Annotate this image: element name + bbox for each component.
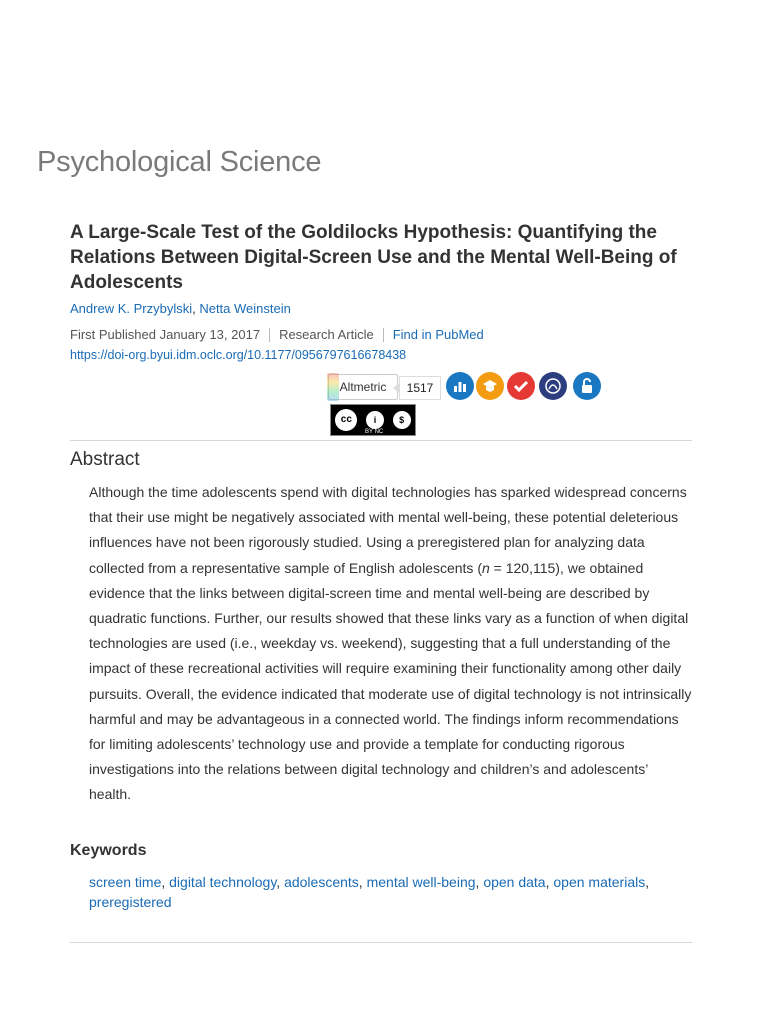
keyword-link[interactable]: adolescents [284,873,359,890]
orcid-icon[interactable] [539,372,567,400]
article-type: Research Article [279,327,374,342]
open-access-lock-icon[interactable] [573,372,601,400]
noncommercial-icon: $ [393,411,411,429]
altmetric-score[interactable]: 1517 [399,376,441,400]
keyword-link[interactable]: digital technology [169,873,277,890]
keyword-link[interactable]: open materials [553,873,646,890]
article-header [70,220,692,943]
altmetric-badge[interactable]: Altmetric [328,374,398,400]
publication-meta [70,326,692,344]
author-list [70,300,692,318]
abstract-text [89,480,692,808]
published-date: First Published January 13, 2017 [70,327,261,342]
meta-divider [269,328,270,342]
keyword-separator: , [545,873,554,890]
meta-divider [383,328,384,342]
keyword-separator: , [475,873,484,890]
keyword-link[interactable]: mental well-being [366,873,476,890]
author-link[interactable]: Netta Weinstein [199,301,291,316]
doi-link[interactable]: https://doi-org.byui.idm.oclc.org/10.1177/0956797616678438 [70,348,407,362]
journal-title[interactable]: Psychological Science [37,146,322,178]
keyword-link[interactable]: screen time [89,873,162,890]
mendeley-icon[interactable] [476,372,504,400]
checkmark-icon[interactable] [507,372,535,400]
section-divider [70,942,692,943]
abstract-text-part: = 120,115), we obtained evidence that the links between digital-screen time and mental well-being are described by quadratic functions. Further, our results showed that these links vary as a function of when digital technologies are used (i.e., weekday vs. weekend), suggesting that a full understanding of the impact of these recreational activities will require examining their functionality among other daily pursuits. Overall, the evidence indicated that moderate use of digital technology is not intrinsically harmful and may be advantageous in a connected world. The findings inform recommendations for limiting adolescents’ technology use and provide a template for conducting rigorous investigations into the relations between digital technology and children’s and adolescents’ health. [89,559,692,803]
keyword-separator: , [645,873,650,890]
abstract-heading: Abstract [70,449,140,470]
cc-icon: cc [335,409,357,431]
article-title: A Large-Scale Test of the Goldilocks Hypothesis: Quantifying the Relations Between Digital-Screen Use and the Mental Well-Being of Adolescents [70,222,677,293]
keywords-heading: Keywords [70,841,147,859]
keyword-link[interactable]: preregistered [89,893,172,910]
attribution-icon: i [366,411,384,429]
author-link[interactable]: Andrew K. Przybylski [70,301,193,316]
abstract-text-part: Although the time adolescents spend with digital technologies has sparked widespread concerns that their use might be negatively associated with mental well-being, these potential deleterious influences have not been rigorously studied. Using a preregistered plan for analyzing data collected from a representative sample of English adolescents ( [89,484,687,576]
keywords-list [89,872,679,912]
keyword-separator: , [161,873,170,890]
sample-size-symbol: n [481,559,490,576]
keyword-separator: , [358,873,367,890]
creative-commons-license[interactable] [330,404,416,436]
bar-chart-icon[interactable] [446,372,474,400]
find-in-pubmed-link[interactable]: Find in PubMed [392,327,484,342]
metrics-badges [70,370,692,434]
keyword-separator: , [276,873,285,890]
section-divider [70,440,692,441]
license-label: BY NC [365,429,384,435]
keyword-link[interactable]: open data [483,873,546,890]
author-separator: , [192,301,200,316]
